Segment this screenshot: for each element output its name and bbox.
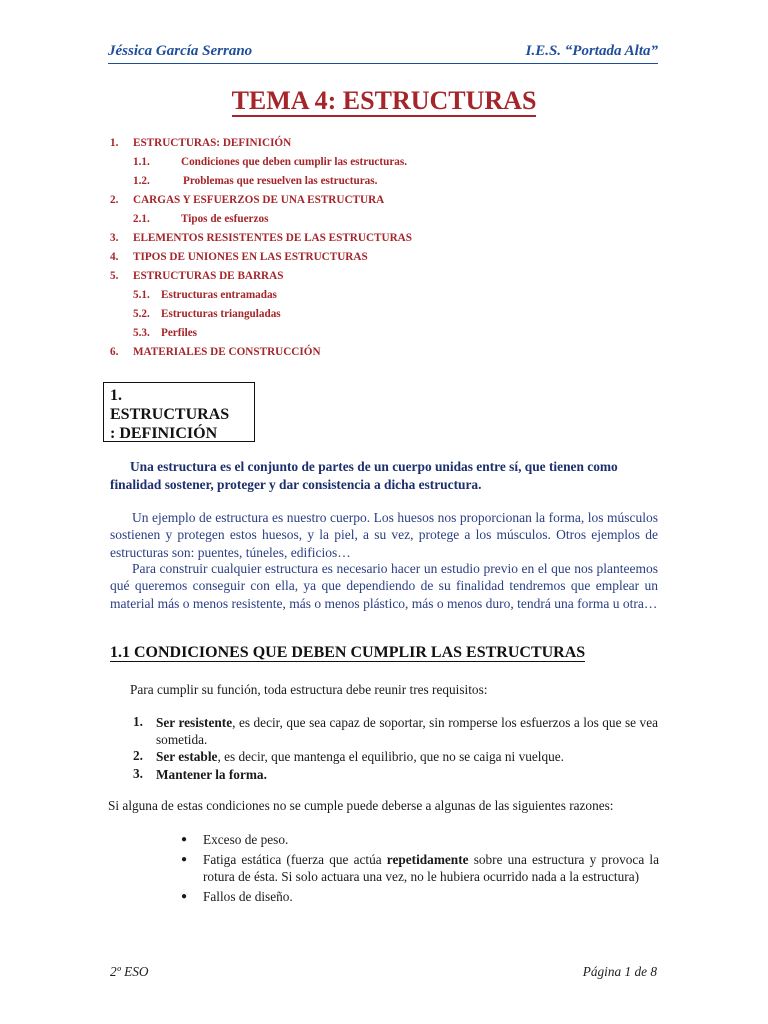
- requirements-list: [133, 714, 658, 783]
- body-paragraph: Un ejemplo de estructura es nuestro cuerpo. Los huesos nos proporcionan la forma, los músculos sostienen y protegen estos huesos, y la piel, a su vez, protege a los músculos. Otros ejemplos de estructuras son: puentes, túneles, edificios…: [110, 510, 658, 560]
- footer-page-number: Página 1 de 8: [582, 964, 657, 979]
- bullet-icon: ●: [181, 853, 188, 865]
- section-title-line: : DEFINICIÓN: [110, 425, 218, 442]
- list-number: 1.: [133, 714, 143, 729]
- toc-number: 5.: [110, 270, 119, 282]
- list-item-text: Exceso de peso.: [203, 832, 289, 847]
- footer-course: 2º ESO: [110, 964, 149, 979]
- section-title-line: ESTRUCTURAS: [110, 406, 230, 423]
- toc-number: 1.1.: [133, 156, 150, 168]
- reasons-intro: Si alguna de estas condiciones no se cumple puede deberse a algunas de las siguientes razones:: [108, 798, 614, 813]
- list-number: 2.: [133, 748, 143, 764]
- toc-number: 2.: [110, 194, 119, 206]
- toc-number: 1.2.: [133, 175, 150, 187]
- page-title-text: TEMA 4: ESTRUCTURAS: [231, 86, 537, 115]
- bullet-icon: ●: [181, 890, 188, 902]
- toc-number: 4.: [110, 251, 119, 263]
- list-item-text: sobre una estructura y provoca la rotura de ésta. Si solo actuara una vez, no le hubiera ocurrido nada a la estructura): [203, 851, 659, 885]
- header-school: I.E.S. “Portada Alta”: [525, 43, 658, 59]
- page-header: [108, 43, 658, 67]
- toc-text: ESTRUCTURAS DE BARRAS: [133, 270, 284, 282]
- list-item: [181, 851, 659, 886]
- header-rule: [108, 63, 658, 64]
- subsection-heading: [110, 644, 585, 662]
- list-item: [181, 888, 659, 906]
- reasons-list: [181, 831, 659, 905]
- header-author: Jéssica García Serrano: [108, 43, 253, 59]
- toc-text: CARGAS Y ESFUERZOS DE UNA ESTRUCTURA: [133, 194, 385, 206]
- toc-text: Estructuras trianguladas: [161, 308, 281, 320]
- page-title: [0, 86, 768, 116]
- list-item: [133, 748, 658, 765]
- toc-number: 5.1.: [133, 289, 150, 301]
- list-item-bold: Ser resistente: [156, 715, 233, 730]
- list-item-text: , es decir, que sea capaz de soportar, sin romperse los esfuerzos a los que se vea sometida.: [156, 715, 658, 748]
- list-item: [133, 766, 658, 783]
- toc-number: 5.3.: [133, 327, 150, 339]
- toc-number: 5.2.: [133, 308, 150, 320]
- list-item-bold: repetidamente: [386, 851, 469, 867]
- toc-number: 2.1.: [133, 213, 150, 225]
- toc-text: Perfiles: [161, 327, 198, 339]
- toc-text: Estructuras entramadas: [161, 289, 277, 301]
- toc-number: 6.: [110, 346, 119, 358]
- body-paragraph: Para construir cualquier estructura es necesario hacer un estudio previo en el que nos planteemos qué queremos conseguir con ella, ya que dependiendo de su finalidad tendremos que emplear un material más o menos resistente, más o menos plástico, más o menos duro, tendrá una forma u otra…: [110, 561, 658, 611]
- list-item-text: Fatiga estática (fuerza que actúa: [203, 851, 387, 867]
- list-item-bold: Mantener la forma.: [156, 766, 267, 782]
- section-heading-box: [103, 382, 255, 442]
- toc-text: Tipos de esfuerzos: [181, 213, 269, 225]
- toc-text: Problemas que resuelven las estructuras.: [183, 175, 378, 187]
- toc-text: ESTRUCTURAS: DEFINICIÓN: [133, 137, 292, 149]
- subsection-heading-text: 1.1 CONDICIONES QUE DEBEN CUMPLIR LAS ESTRUCTURAS: [110, 644, 586, 661]
- bullet-icon: ●: [181, 834, 188, 845]
- list-item-text: , es decir, que mantenga el equilibrio, que no se caiga ni vuelque.: [217, 749, 564, 765]
- requirements-intro: Para cumplir su función, toda estructura debe reunir tres requisitos:: [130, 682, 488, 697]
- toc-text: ELEMENTOS RESISTENTES DE LAS ESTRUCTURAS: [133, 232, 412, 244]
- list-item-text: Fallos de diseño.: [203, 888, 293, 904]
- definition-paragraph: Una estructura es el conjunto de partes de un cuerpo unidas entre sí, que tienen como finalidad sostener, proteger y dar consistencia a dicha estructura.: [110, 459, 618, 492]
- toc-number: 3.: [110, 232, 119, 244]
- toc-number: 1.: [110, 137, 119, 149]
- toc-text: Condiciones que deben cumplir las estructuras.: [181, 156, 408, 168]
- list-item-bold: Ser estable: [156, 749, 218, 765]
- list-number: 3.: [133, 765, 143, 781]
- toc-text: TIPOS DE UNIONES EN LAS ESTRUCTURAS: [133, 251, 368, 263]
- section-number: 1.: [110, 387, 122, 404]
- list-item: [133, 714, 658, 748]
- list-item: [181, 831, 659, 849]
- toc-text: MATERIALES DE CONSTRUCCIÓN: [133, 346, 321, 358]
